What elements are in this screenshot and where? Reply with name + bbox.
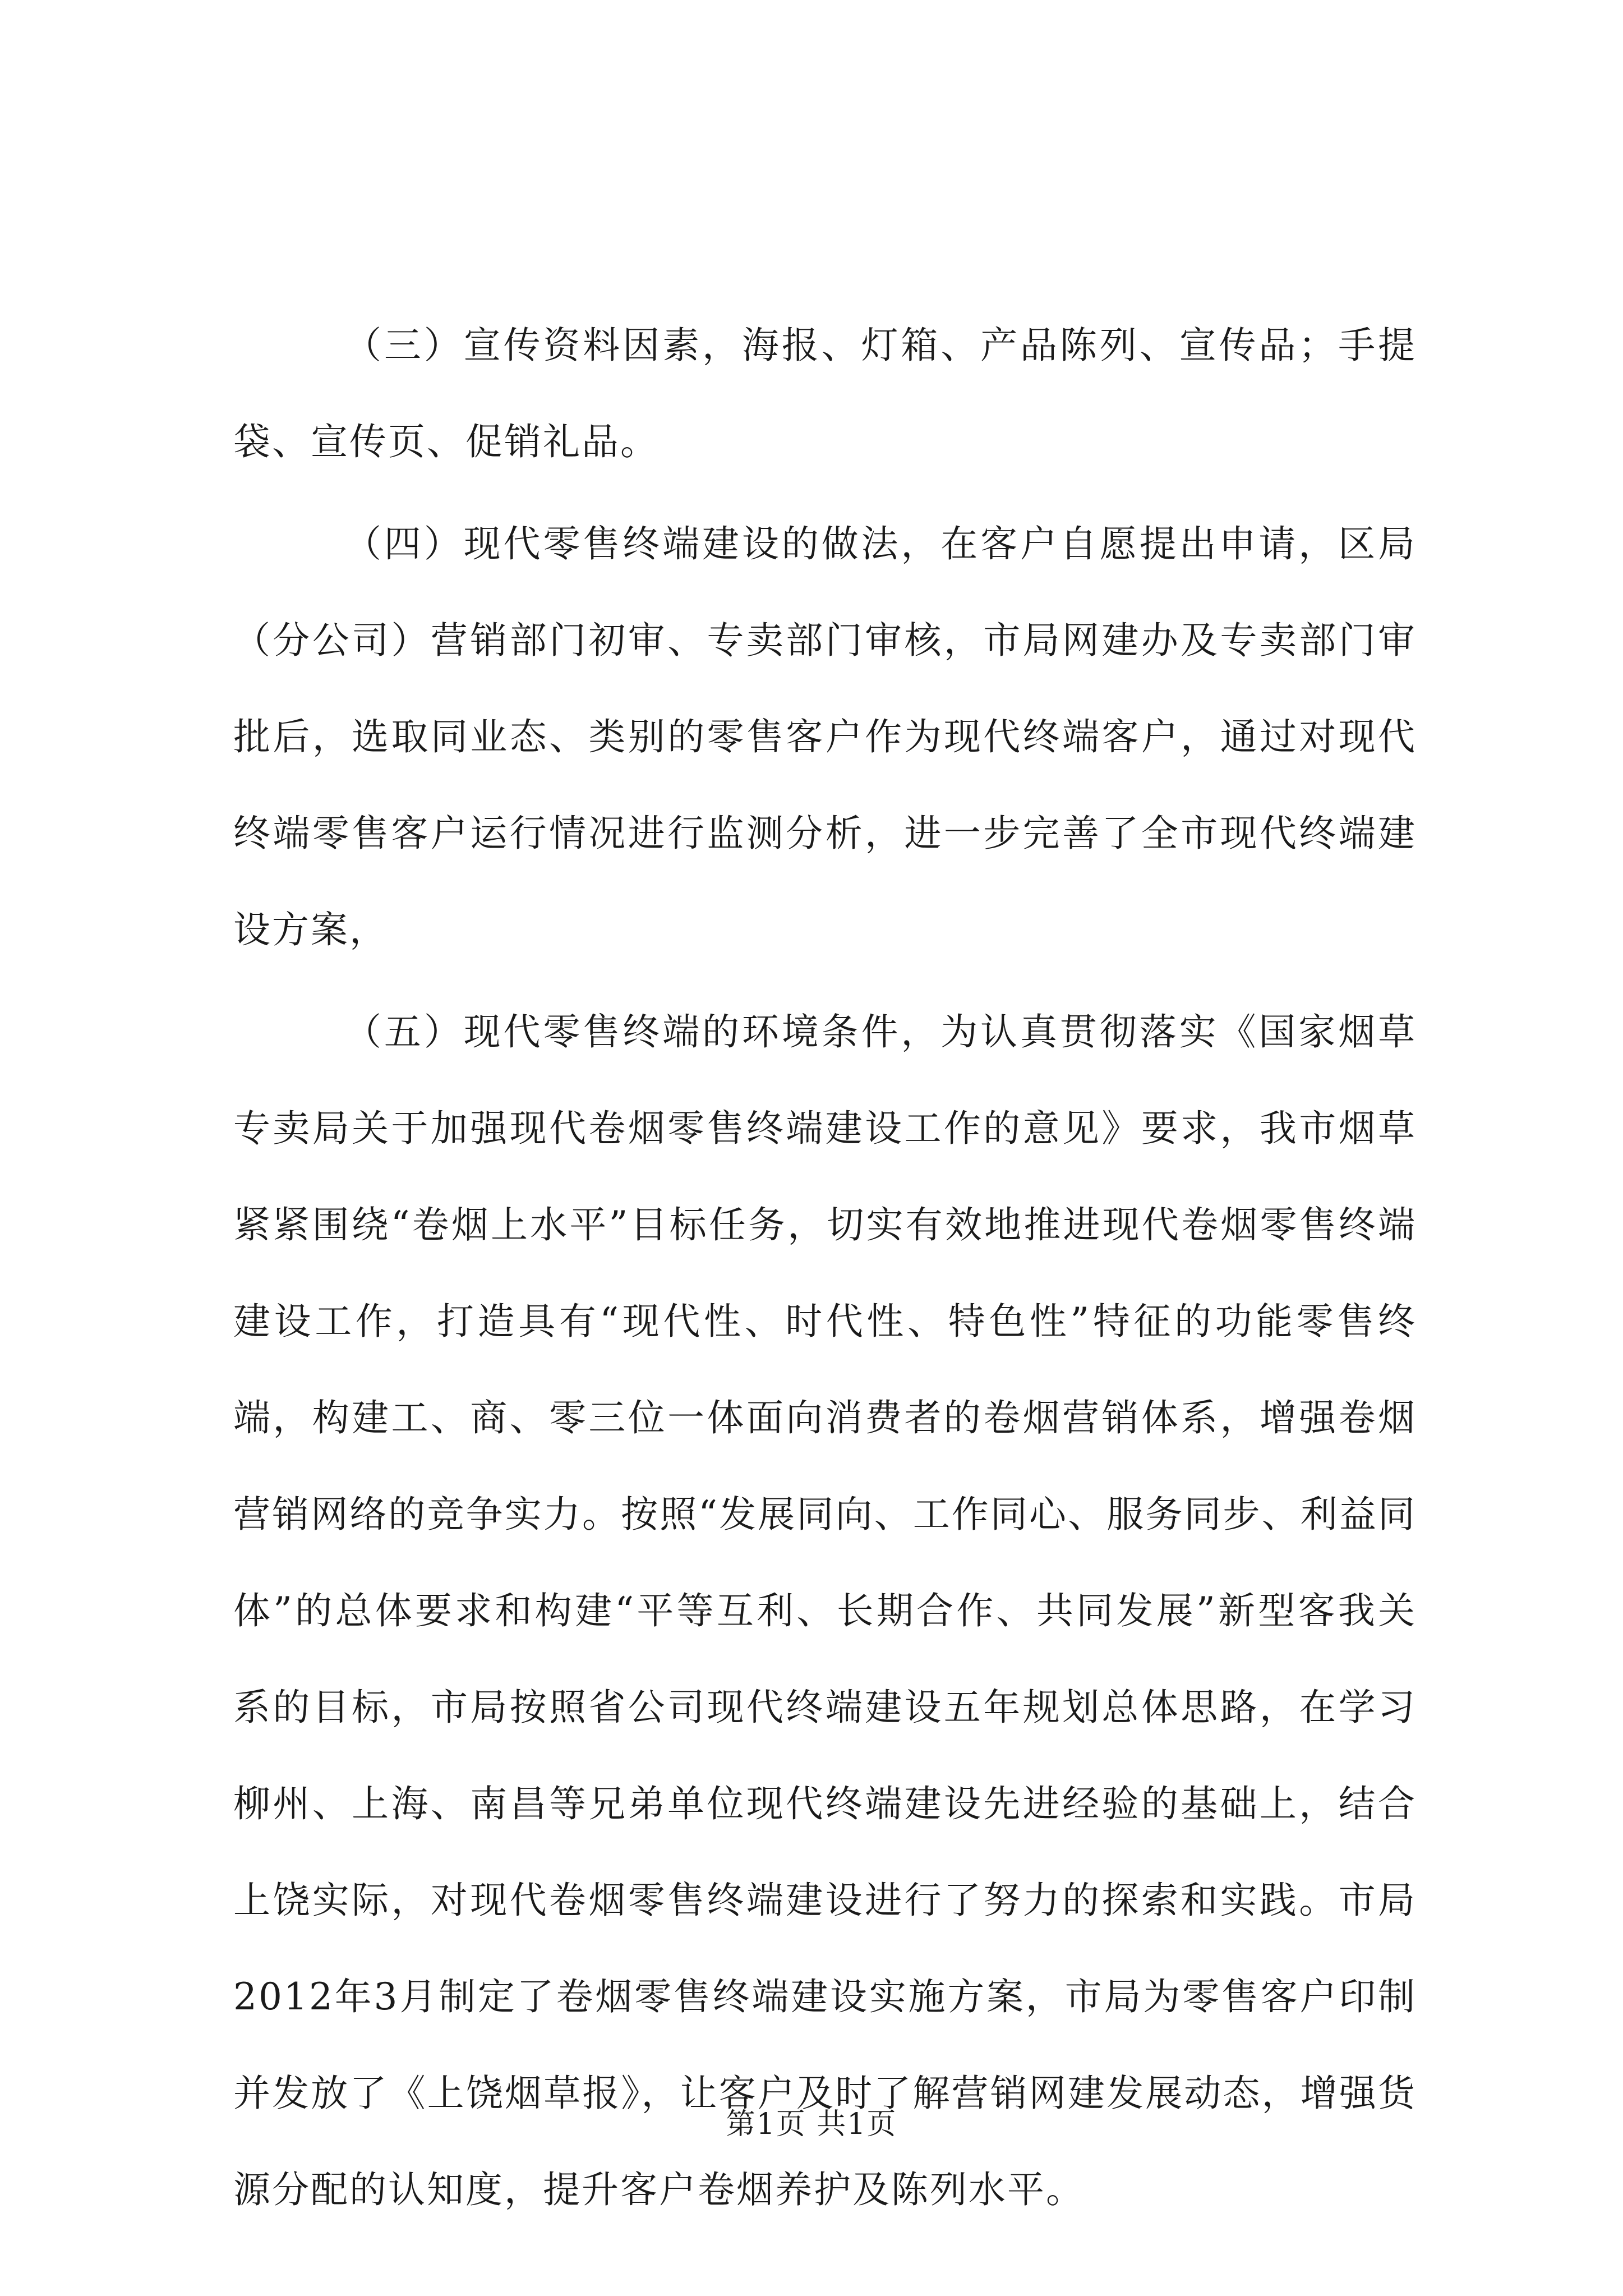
document-body: [233, 297, 1417, 2244]
page-footer: 第1页 共1页: [726, 2108, 897, 2141]
paragraph-4: （四）现代零售终端建设的做法，在客户自愿提出申请，区局（分公司）营销部门初审、专卖部门审核，市局网建办及专卖部门审批后，选取同业态、类别的零售客户作为现代终端客户，通过对现代终端零售客户运行情况进行监测分析，进一步完善了全市现代终端建设方案，: [233, 522, 1417, 951]
paragraph-3: （三）宣传资料因素，海报、灯箱、产品陈列、宣传品；手提袋、宣传页、促销礼品。: [233, 324, 1417, 463]
paragraph-5: （五）现代零售终端的环境条件，为认真贯彻落实《国家烟草专卖局关于加强现代卷烟零售终端建设工作的意见》要求，我市烟草紧紧围绕“卷烟上水平”目标任务，切实有效地推进现代卷烟零售终端建设工作，打造具有“现代性、时代性、特色性”特征的功能零售终端，构建工、商、零三位一体面向消费者的卷烟营销体系，增强卷烟营销网络的竞争实力。按照“发展同向、工作同心、服务同步、利益同体”的总体要求和构建“平等互利、长期合作、共同发展”新型客我关系的目标，市局按照省公司现代终端建设五年规划总体思路，在学习柳州、上海、南昌等兄弟单位现代终端建设先进经验的基础上，结合上饶实际，对现代卷烟零售终端建设进行了努力的探索和实践。市局2012年3月制定了卷烟零售终端建设实施方案，市局为零售客户印制并发放了《上饶烟草报》，让客户及时了解营销网建发展动态，增强货源分配的认知度，提升客户卷烟养护及陈列水平。: [233, 1010, 1417, 2211]
